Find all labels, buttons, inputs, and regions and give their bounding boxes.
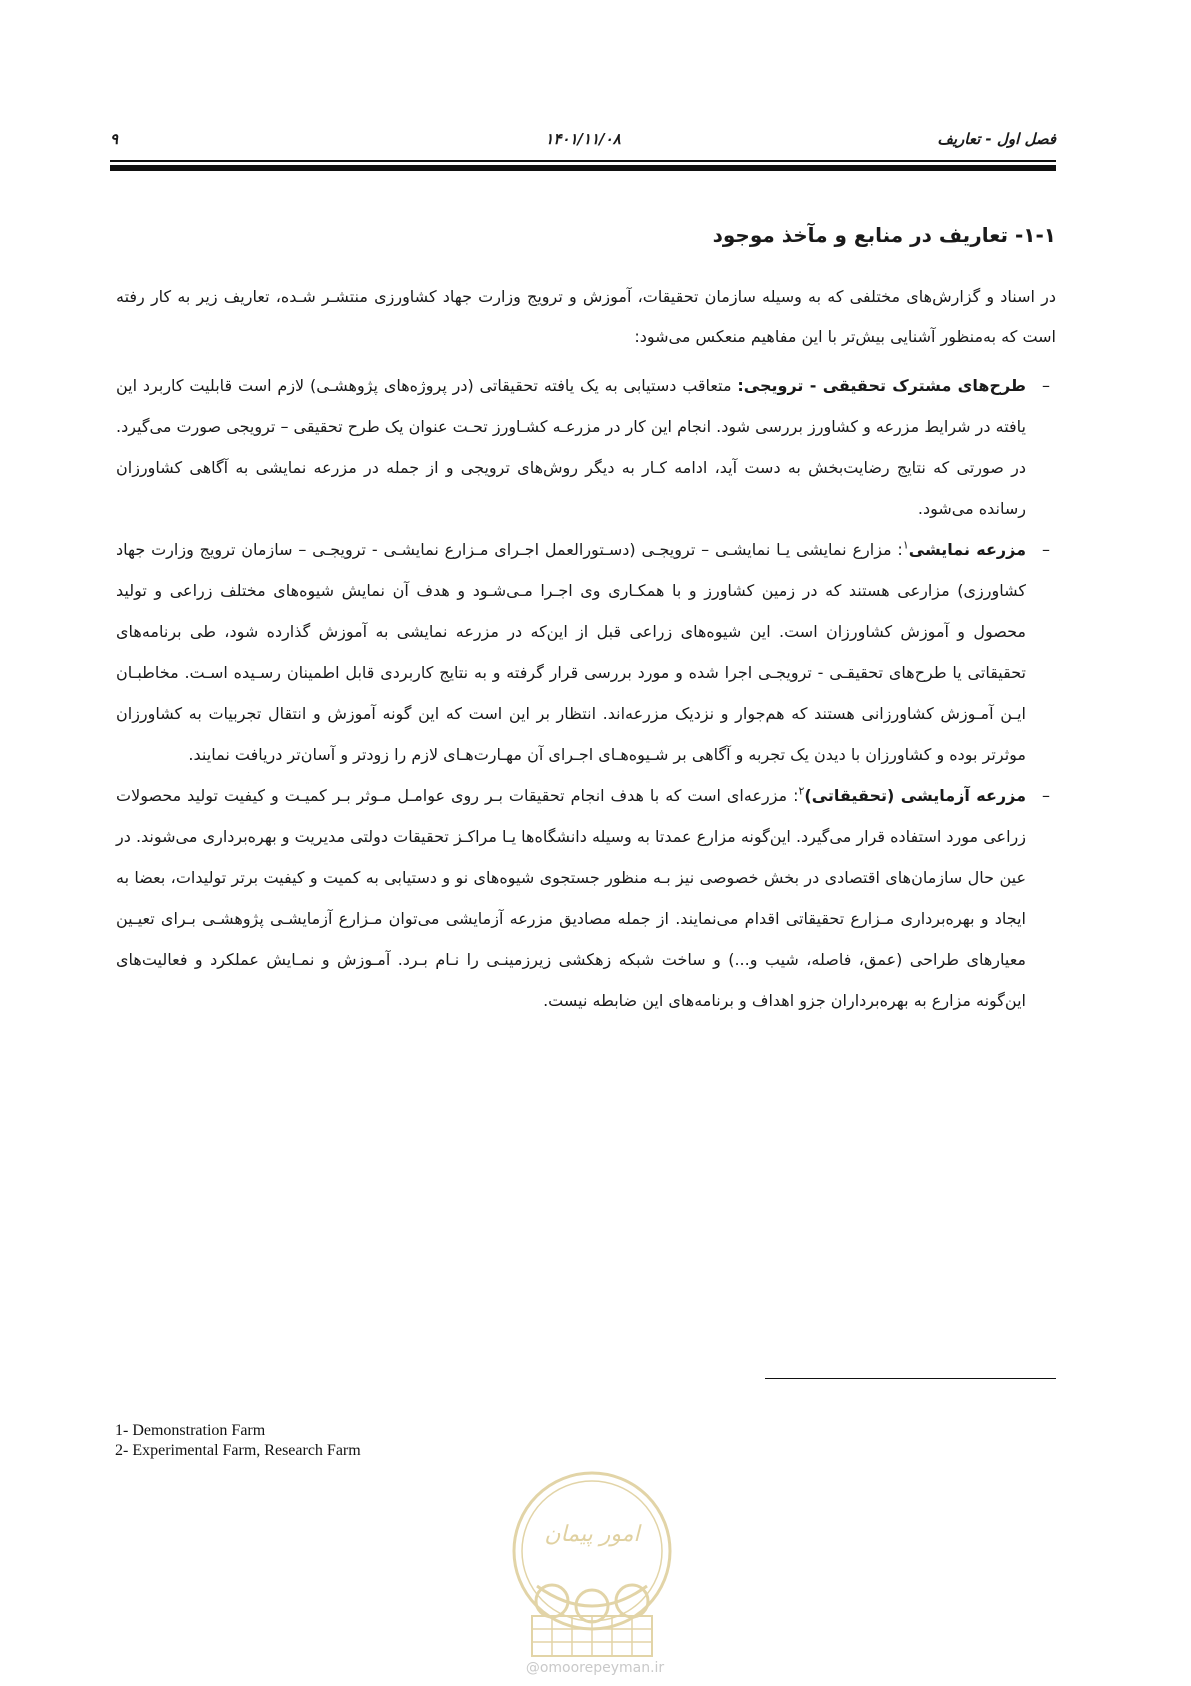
definition-text: متعاقب دستیابی به یک یافته تحقیقاتی (در پروژه‌های پژوهشـی) لازم است قابلیت کاربرد این یافته در شرایط مزرعه و کشاورز بررسی شود. انجام این کار در مزرعـه کشـاورز تحـت عنوان یک طرح تحقیقی – ترویجی صورت می‌گیرد. در صورتی که نتایج رضایت‌بخش به دست آید، ادامه کـار به دیگر روش‌های ترویجی و از جمله در مزرعه نمایشی به آگاهی کشاورزان رسانده می‌شود.: [116, 376, 1026, 518]
chapter-title: فصل اول - تعاریف: [937, 130, 1056, 148]
definition-item: [116, 529, 1050, 775]
definition-item: [116, 365, 1050, 529]
bullet-dash: –: [1042, 376, 1050, 395]
footnote-separator: [765, 1378, 1056, 1379]
header-rule-thick: [110, 165, 1056, 171]
definition-term: مزرعه نمایشی: [908, 540, 1026, 559]
page-body: [116, 215, 1056, 1021]
intro-paragraph: در اسناد و گزارش‌های مختلفی که به وسیله سازمان تحقیقات، آموزش و ترویج وزارت جهاد کشاورزی منتشـر شـده، تعاریف زیر به کار رفته است که به‌منظور آشنایی بیش‌تر با این مفاهیم منعکس می‌شود:: [116, 287, 1056, 346]
watermark-site: @omoorepeyman.ir: [525, 1660, 665, 1676]
definition-item: [116, 775, 1050, 1021]
definition-text: : مزرعه‌ای است که با هدف انجام تحقیقات بـر روی عوامـل مـوثر بـر کمیـت و کیفیت تولید محصولات زراعی مورد استفاده قرار می‌گیرد. این‌گونه مزارع عمدتا به وسیله دانشگاه‌ها یـا مراکـز تحقیقات دولتی مدیریت و بهره‌برداری می‌شوند. در عین حال سازمان‌های اقتصادی در بخش خصوصی نیز بـه منظور جستجوی شیوه‌های نو و دستیابی به کمیت و کیفیت برتر تولیدات، بعضا به ایجاد و بهره‌برداری مـزارع تحقیقاتی اقدام می‌نمایند. از جمله مصادیق مزرعه آزمایشی می‌توان مـزارع آزمایشـی پژوهشـی بـرای تعیـین معیارهای طراحی (عمق، فاصله، شیب و...) و ساخت شبکه زهکشی زیرزمینـی را نـام بـرد. آمـوزش و نمـایش عملکرد و فعالیت‌های این‌گونه مزارع به بهره‌برداران جزو اهداف و برنامه‌های این ضابطه نیست.: [116, 786, 1026, 1010]
definitions-list: [116, 365, 1056, 1021]
footnotes: [115, 1421, 361, 1461]
footnote-ref: ۲: [798, 784, 805, 798]
watermark-seal-icon: [507, 1466, 677, 1686]
watermark-seal-text: امور پیمان: [544, 1522, 640, 1547]
definition-text: : مزارع نمایشی یـا نمایشـی – ترویجـی (دسـتورالعمل اجـرای مـزارع نمایشـی - ترویجـی – سازمان ترویج وزارت جهاد کشاورزی) مزارعی هستند که در زمین کشاورز و با همکـاری وی اجـرا مـی‌شـود و هدف آن نمایش شیوه‌های مختلف زراعی و تولید محصول و آموزش کشاورزان است. این شیوه‌های زراعی قبل از این‌که در مزرعه نمایشی به آموزش گذارده شود، طی برنامه‌های تحقیقاتی یا طرح‌های تحقیقـی - ترویجـی اجرا شده و مورد بررسی قرار گرفته و به نتایج کاربردی قابل اطمینان رسـیده اسـت. مخاطبـان ایـن آمـوزش کشاورزانی هستند که هم‌جوار و نزدیک مزرعه‌اند. انتظار بر این است که این گونه آموزش و انتقال تجربیات به کشاورزان موثرتر بوده و کشاورزان با دیدن یک تجربه و آگاهی بر شـیوه‌هـای اجـرای آن مهـارت‌هـای لازم را زودتر و آسان‌تر دریافت نمایند.: [116, 540, 1026, 764]
page-header: [110, 130, 1056, 152]
definition-term: مزرعه آزمایشی (تحقیقاتی): [804, 786, 1026, 805]
document-date: ۱۴۰۱/۱۱/۰۸: [545, 130, 621, 148]
bullet-dash: –: [1042, 540, 1050, 559]
footnote-2: 2- Experimental Farm, Research Farm: [115, 1442, 361, 1459]
header-rule-thin: [110, 160, 1056, 162]
definition-term: طرح‌های مشترک تحقیقی - ترویجی:: [737, 376, 1026, 395]
page-number: ۹: [110, 130, 119, 148]
section-title: ۱-۱- تعاریف در منابع و مآخذ موجود: [712, 223, 1056, 247]
footnote-ref: ۱: [902, 538, 909, 552]
footnote-1: 1- Demonstration Farm: [115, 1422, 266, 1439]
bullet-dash: –: [1042, 786, 1050, 805]
